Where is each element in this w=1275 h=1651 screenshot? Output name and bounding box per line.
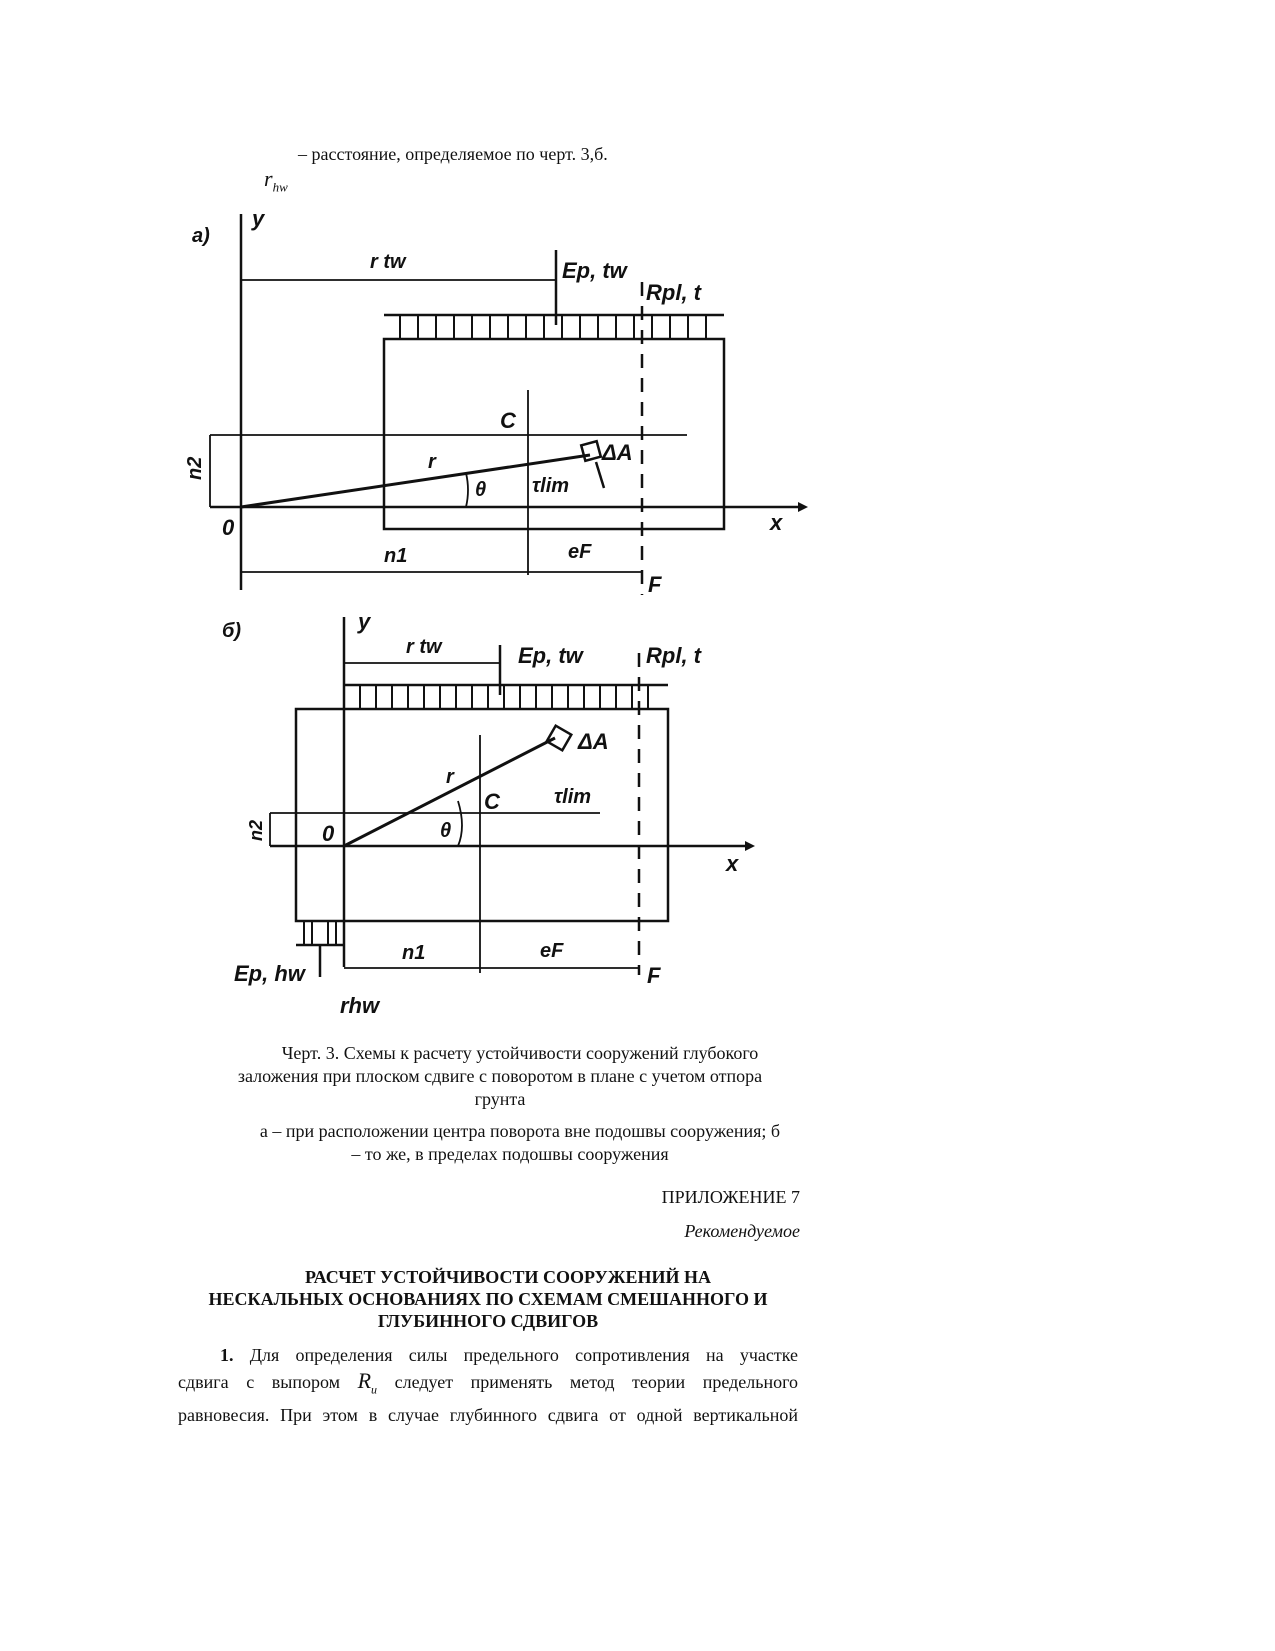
fig-b-eptw-label: Ep, tw [518,643,583,668]
fig-b-ef-label: eF [540,940,564,962]
fig-b-theta-label: θ [440,820,452,842]
fig-b-rtw-label: r tw [406,636,442,658]
definition-text: – расстояние, определяемое по черт. 3,б. [298,144,608,164]
caption-line-3: грунта [474,1089,526,1109]
caption-line-1: Черт. 3. Схемы к расчету устойчивости сооружений глубокого [281,1043,759,1063]
section-heading [178,1266,798,1332]
caption-note-line-2: – то же, в пределах подошвы сооружения [351,1144,669,1164]
paragraph-line-2 [178,1368,798,1402]
paragraph-line-3: равновесия. При этом в случае глубинного сдвига от одной вертикальной [178,1405,798,1426]
fig-b-origin-label: 0 [322,821,335,846]
fig-b-rhw-label: rhw [340,993,380,1018]
paragraph-1 [178,1342,798,1428]
appendix-label: ПРИЛОЖЕНИЕ 7 [661,1187,800,1207]
symbol-ru-main: R [357,1368,372,1393]
symbol-ru-sub: u [371,1382,378,1397]
paragraph-line-1-text: Для определения силы предельного сопротивления на участке [249,1345,799,1365]
heading-line-1: РАСЧЕТ УСТОЙЧИВОСТИ СООРУЖЕНИЙ НА [304,1267,712,1287]
fig-a-panel-label: а) [192,225,210,247]
appendix-status: Рекомендуемое [684,1221,800,1241]
fig-b-da-label: ΔA [578,729,609,754]
fig-a-eptw-label: Ep, tw [562,258,627,283]
fig-b-y-label: y [358,609,371,634]
heading-line-3: ГЛУБИННОГО СДВИГОВ [377,1311,599,1331]
fig-a-r-label: r [428,451,436,473]
fig-a-ef-label: eF [568,541,592,563]
fig-b-rplt-label: Rpl, t [646,643,701,668]
paragraph-number: 1. [220,1345,234,1365]
fig-a-f-label: F [648,572,662,597]
fig-b-n2-label: n2 [246,819,266,841]
fig-a-rtw-label: r tw [370,251,406,273]
heading-line-2: НЕСКАЛЬНЫХ ОСНОВАНИЯХ ПО СХЕМАМ СМЕШАННОГО И [208,1289,768,1309]
fig-a-n1-label: n1 [384,545,408,567]
fig-a-origin-label: 0 [222,515,235,540]
fig-b-tau-label: τlim [554,786,592,808]
fig-a-n2-label: n2 [184,456,206,480]
fig-a-c-label: C [500,408,516,433]
fig-a-y-label: y [252,206,265,231]
symbol-r-hw [264,166,288,195]
paragraph-line-1 [178,1342,798,1368]
figure-b [210,605,770,1025]
symbol-r-sub: hw [272,179,288,195]
fig-b-r-label: r [446,766,454,788]
fig-a-rplt-label: Rpl, t [646,280,701,305]
paragraph-line-2b: следует применять метод теории предельного [394,1372,799,1392]
fig-a-theta-label: θ [475,479,487,501]
fig-b-c-label: C [484,789,500,814]
fig-a-tau-label: τlim [532,475,570,497]
symbol-r: r [264,166,273,191]
figure-caption [190,1042,810,1111]
fig-b-n1-label: n1 [402,942,426,964]
fig-a-x-label: x [770,510,783,535]
fig-b-ephw-label: Ep, hw [234,961,305,986]
symbol-ru [357,1368,378,1397]
figure-a [170,200,820,600]
caption-line-2: заложения при плоском сдвиге с поворотом в плане с учетом отпора [237,1066,763,1086]
fig-b-f-label: F [647,963,661,988]
fig-b-x-label: x [726,851,739,876]
caption-note-line-1: а – при расположении центра поворота вне подошвы сооружения; б [259,1121,781,1141]
paragraph-line-2a: сдвига с выпором [178,1372,341,1392]
figure-caption-note [200,1120,820,1166]
fig-b-panel-label: б) [222,620,242,642]
fig-a-da-label: ΔA [602,440,633,465]
